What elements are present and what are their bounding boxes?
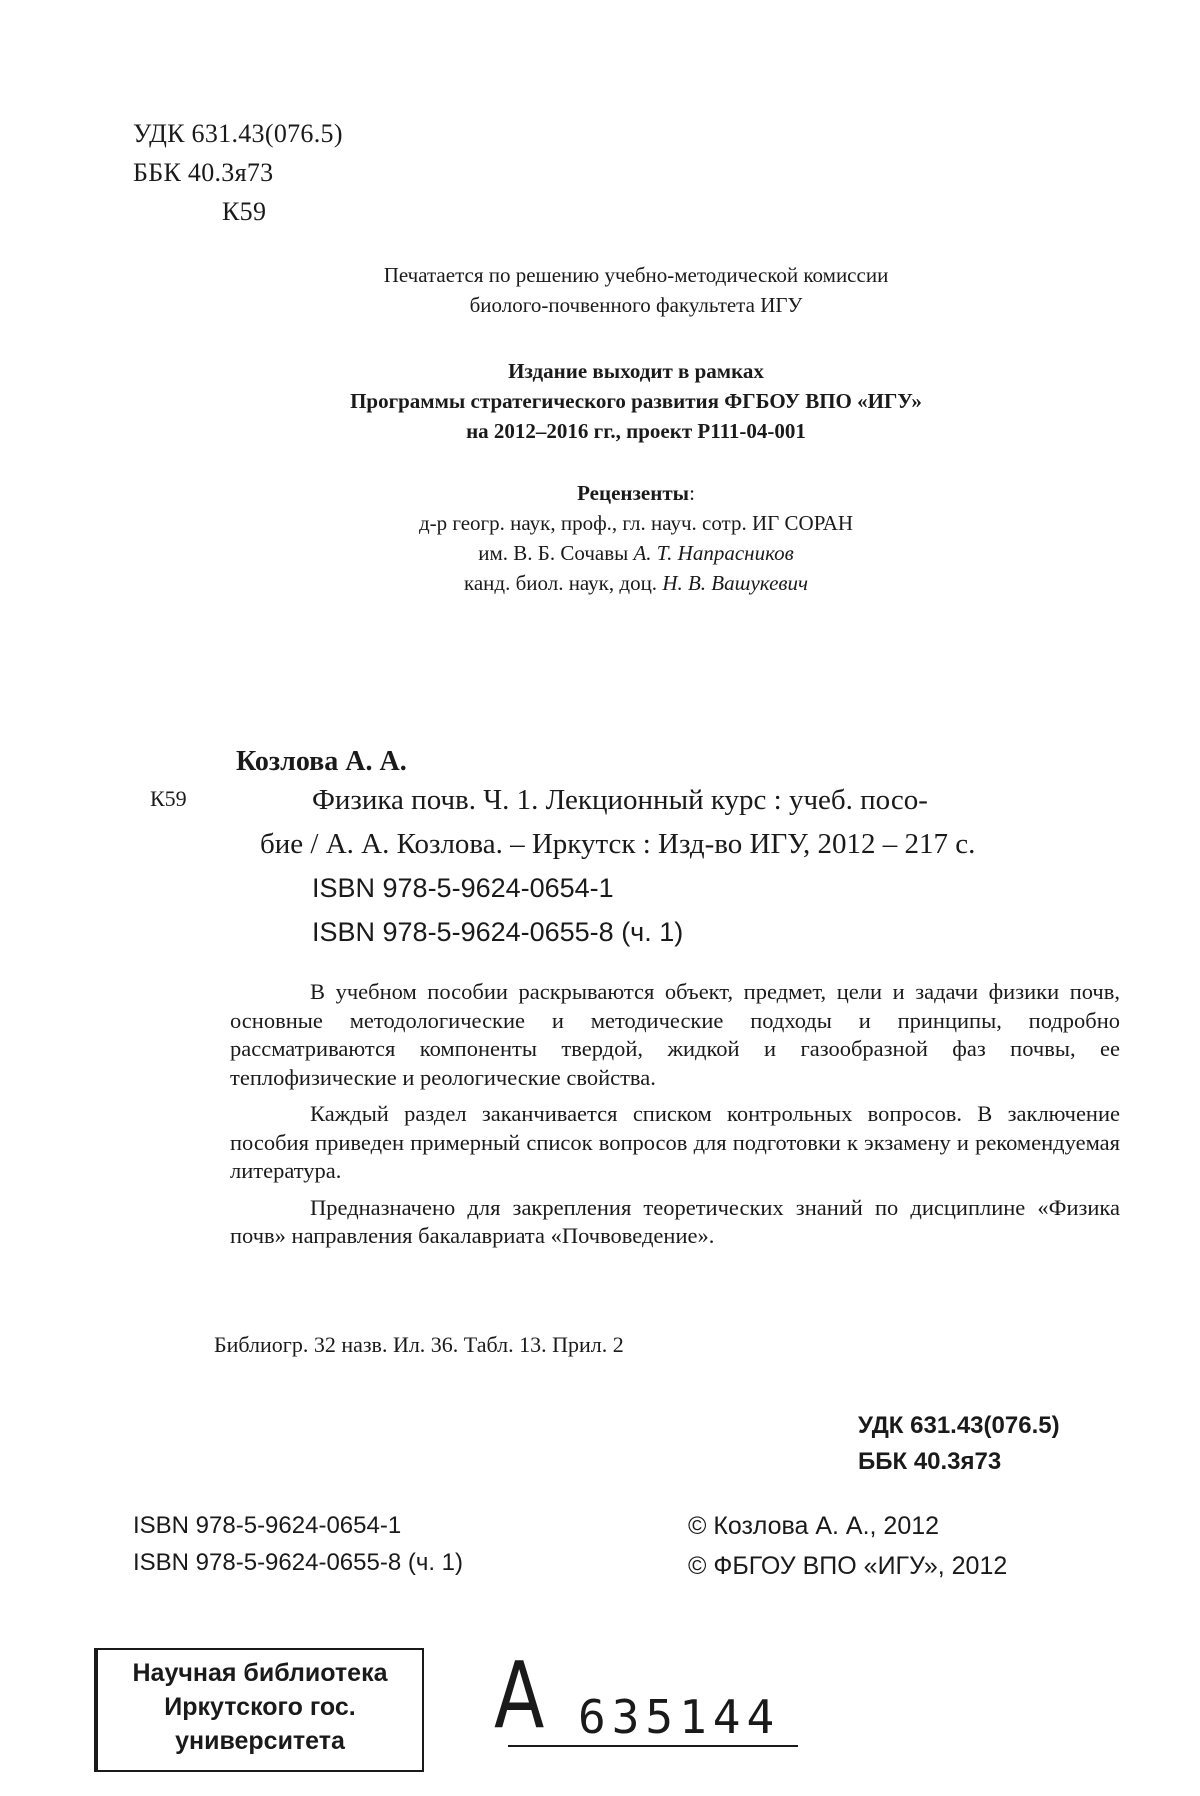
inventory-underline [508,1745,798,1747]
bbk-top: ББК 40.3я73 [133,158,274,187]
program-line-1: Издание выходит в рамках [508,359,764,383]
approval-statement [0,260,1200,320]
annotation-paragraph-2: Каждый раздел заканчивается списком контрольных вопросов. В заключение пособия приведен примерный список вопросов для подготовки к экзамену и рекомендуемая литература. [230,1101,1120,1183]
reviewer-2-name: Н. В. Вашукевич [662,571,809,595]
bbk-bottom: ББК 40.3я73 [858,1448,1002,1475]
copyright-author: © Козлова А. А., 2012 [688,1512,940,1540]
inventory-number: 635144 [578,1690,781,1744]
bibliography-stats: Библиогр. 32 назв. Ил. 36. Табл. 13. Прил. 2 [214,1332,624,1357]
annotation-paragraph-1: В учебном пособии раскрываются объект, предмет, цели и задачи физики почв, основные методологические и методические подходы и принципы, подробно рассматриваются компоненты твердой, жидкой и газообразной фаз почвы, ее теплофизические и реологические свойства. [230,979,1120,1090]
annotation [230,978,1120,1259]
title-line-1: Физика почв. Ч. 1. Лекционный курс : учеб. посо- [312,784,928,816]
reviewer-1-name: А. Т. Напрасников [633,541,794,565]
title-line-2: бие / А. А. Козлова. – Иркутск : Изд-во ИГУ, 2012 – 217 с. [260,828,976,860]
program-statement [0,356,1200,446]
reviewer-1-line-1: д-р геогр. наук, проф., гл. науч. сотр. ИГ СОРАН [418,511,854,535]
program-line-3: на 2012–2016 гг., проект Р111-04-001 [466,419,806,443]
approval-line-1: Печатается по решению учебно-методической комиссии [383,263,889,287]
author-mark-top: К59 [222,197,267,226]
library-stamp [94,1648,424,1772]
udk-bottom: УДК 631.43(076.5) [858,1412,1060,1439]
copyright-publisher: © ФБГОУ ВПО «ИГУ», 2012 [688,1552,1008,1580]
stamp-line-1: Научная библиотека [132,1659,388,1687]
inventory-letter: А [494,1642,545,1749]
reviewer-1-affiliation: им. В. Б. Сочавы [478,541,629,565]
stamp-line-3: университета [175,1727,345,1755]
reviewer-2-line [72,568,1200,598]
reviewer-2-title: канд. биол. наук, доц. [463,571,658,595]
annotation-paragraph-3: Предназначено для закрепления теоретических знаний по дисциплине «Физика почв» направления бакалавриата «Почвоведение». [230,1194,1120,1248]
reviewers-heading-row [72,478,1200,508]
reviewers-block [0,478,1200,598]
stamp-line-2: Иркутского гос. [164,1693,356,1721]
approval-line-2: биолого-почвенного факультета ИГУ [469,293,803,317]
author-heading: Козлова А. А. [236,746,407,777]
reviewers-heading-colon: : [689,481,695,505]
author-mark-left: К59 [150,786,187,811]
udk-top: УДК 631.43(076.5) [133,119,343,148]
footer-isbn-1: ISBN 978-5-9624-0654-1 [133,1512,402,1539]
program-line-2: Программы стратегического развития ФГБОУ ВПО «ИГУ» [350,389,922,413]
isbn-1: ISBN 978-5-9624-0654-1 [312,873,614,903]
reviewer-1-line-2 [72,538,1200,568]
reviewers-heading: Рецензенты [577,481,690,505]
footer-isbn-2: ISBN 978-5-9624-0655-8 (ч. 1) [133,1549,464,1576]
isbn-2: ISBN 978-5-9624-0655-8 (ч. 1) [312,917,684,947]
